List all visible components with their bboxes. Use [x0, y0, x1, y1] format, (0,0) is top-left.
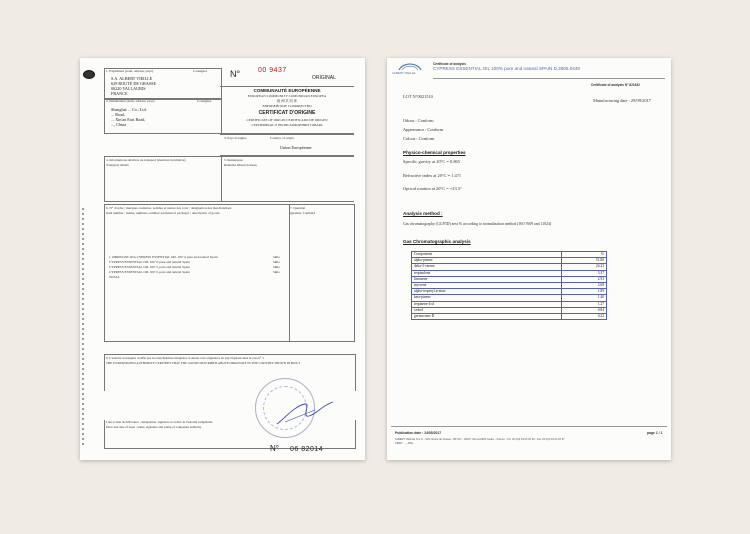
- footer-divider: [391, 426, 667, 427]
- component-percent: 1.89: [562, 289, 607, 295]
- certificate-of-analysis-page: [387, 58, 671, 460]
- footer-number: 06 82014: [290, 446, 324, 453]
- refractive-index: Refractive index at 20°C = 1.471: [403, 173, 462, 178]
- consignee-line-1: Shanghai ... Co., Ltd.: [111, 107, 147, 112]
- logo-text: ALBERT VIEILLE: [392, 71, 416, 75]
- goods-sublabel: Item number ; marks, numbers, number and kind of packages ; description of goods: [106, 211, 220, 215]
- consignee-label: 2. Destinataire (nom, adresse, pays): [106, 99, 155, 103]
- community-title-block: [220, 86, 354, 134]
- component-name: beta-pinene: [412, 295, 562, 301]
- goods-qty-3: 5kilo: [273, 265, 280, 269]
- goods-total: TOTAL: [109, 275, 120, 279]
- publication-date: Publication date : 24/05/2017: [395, 431, 442, 435]
- component-name: terpinolene: [412, 270, 562, 276]
- consignee-line-4: ..., China: [111, 122, 127, 127]
- component-percent: 0.84: [562, 307, 607, 313]
- odour: Odour : Conform: [403, 118, 434, 123]
- component-name: germacrene D: [412, 313, 562, 319]
- footer-number-label: N°: [270, 444, 279, 453]
- component-percent: 24.23: [562, 264, 607, 270]
- country-of-origin-label: 3. Pays d'origine: [224, 136, 247, 140]
- consignee-sublabel: Consignee: [197, 99, 212, 103]
- community-line-1: COMMUNAUTÉ EUROPÉENNE: [253, 88, 321, 93]
- community-line-4: ЕВРОПЕЙСКОЕ СООБЩЕСТВО: [262, 104, 312, 108]
- certification-box: [104, 354, 356, 391]
- component-percent: 2.68: [562, 282, 607, 288]
- coa-header-title: CYPRESS ESSENTIAL OIL 100% pure and natural SPAIN D.2805.0448: [433, 66, 580, 71]
- transport-sublabel: Transport details: [106, 163, 129, 167]
- component-percent: 2.93: [562, 276, 607, 282]
- certification-sublabel: THE UNDERSIGNED AUTHORITY CERTIFIES THAT THE GOODS DESCRIBED ABOVE ORIGINATE IN THE COUNTRY SHOWN IN BOX 3: [106, 361, 301, 365]
- certificate-number: 00 9437: [258, 67, 287, 74]
- original-label: ORIGINAL: [312, 75, 336, 81]
- quantity-sublabel: Quantity Cantidad: [290, 211, 315, 215]
- albert-vieille-logo-icon: [393, 60, 427, 78]
- consignee-line-3: ... Xin'an East Road,: [111, 117, 146, 122]
- consignor-label: 1. Expéditeur (nom, adresse, pays): [106, 69, 153, 73]
- consignee-line-2: ... Road,: [111, 112, 126, 117]
- component-percent: 3.37: [562, 270, 607, 276]
- issue-label: Lieu et date de délivrance ; désignation, signature et cachet de l'autorité compétente: [106, 420, 213, 424]
- consignor-line-1: S.A. ALBERT VIEILLE: [111, 76, 153, 81]
- goods-item-1: 1 1980001290 1DA CYPRESS ESSENTIAL OIL 100 % pure and natural Spain: [109, 255, 218, 259]
- percent-header: %: [562, 252, 607, 258]
- table-row: [412, 313, 607, 319]
- footer-company: ALBERT VIEILLE S.A.S. - 629, Route de Grasse - BP 217 - 06227 VALLAURIS Cedex - France - Tél. 33 (0)4 93 64 25 36 - Fax 33 (0)4 93 64 22 67: [395, 438, 565, 441]
- optical-rotation: Optical rotation at 20°C = +23.3°: [403, 186, 462, 191]
- country-of-origin-box: [220, 134, 354, 156]
- quantity-label: 7. Quantité: [290, 206, 306, 210]
- appearance: Appearance : Conform: [403, 127, 444, 132]
- goods-label: 6. N° d'ordre ; marques, numéros, nombre et nature des colis ; désignation des marchandises: [106, 206, 232, 210]
- component-percent: 1.27: [562, 301, 607, 307]
- component-name: limonene: [412, 276, 562, 282]
- lot-number: LOT N°0021510: [403, 94, 433, 99]
- header-divider: [433, 78, 665, 79]
- certificate-of-origin-page: [80, 58, 365, 460]
- certificate-number-label: N°: [230, 69, 241, 79]
- certificate-title: CERTIFICAT D'ORIGINE: [258, 110, 316, 116]
- community-line-3: 欧 洲 共 同 体: [276, 99, 298, 103]
- colour: Colour : Conform: [403, 136, 435, 141]
- goods-qty-1: 5kilo: [273, 255, 280, 259]
- certificate-title-2: CERTIFICATE OF ORIGIN CERTIFICADO DE ORIGEN: [246, 118, 328, 122]
- specific-gravity: Specific gravity at 20°C = 0.865: [403, 159, 460, 164]
- goods-description-box: [104, 204, 290, 342]
- component-percent: 0.22: [562, 313, 607, 319]
- consignor-line-2: 629 ROUTE DE GRASSE: [111, 81, 157, 86]
- remarks-box: [220, 156, 354, 202]
- component-name: delta-3-carene: [412, 264, 562, 270]
- component-name: alpha-terpenyl acetate: [412, 289, 562, 295]
- remarks-sublabel: Remarks Observaciones: [224, 163, 257, 167]
- coa-header-small: Certificate of analysis: [433, 62, 466, 66]
- page-indicator: page 1 / 1: [647, 431, 663, 435]
- community-line-2: EUROPEAN COMMUNITY COMUNIDAD EUROPEA: [247, 94, 327, 98]
- physico-chemical-title: Physico-chemical properties: [403, 150, 466, 155]
- remarks-label: 5. Remarques: [224, 158, 243, 162]
- analysis-method: Gas chromatography (GC/FID) area % according to normalization method (ISO 7609 and 11024): [403, 222, 552, 226]
- components-header: Components: [412, 252, 562, 258]
- component-percent: 51.86: [562, 258, 607, 264]
- analysis-method-title: Analysis method :: [403, 211, 443, 216]
- consignor-box: [104, 68, 222, 100]
- goods-qty-4: 5kilo: [273, 270, 280, 274]
- transport-label: 4. Informations relatives au transport (mention facultative): [106, 158, 186, 162]
- consignee-box: [104, 98, 222, 134]
- component-name: cedrol: [412, 307, 562, 313]
- gc-analysis-title: Gas Chromatographic analysis: [403, 239, 471, 244]
- components-table: [411, 251, 607, 320]
- consignor-sublabel: Consignor: [193, 69, 208, 73]
- signature-icon: [275, 398, 335, 428]
- certificate-title-3: СЕРТИФИКАТ О ПРОИСХОЖДЕНИИ ТОВАРА: [251, 123, 323, 127]
- goods-item-4: CYPRESS ESSENTIAL OIL 100 % pure and natural Spain: [109, 270, 190, 274]
- certification-label: 8. L'autorité soussignée certifie que les marchandises désignées ci-dessus sont originaires du pays figurant dans la case n° 3: [106, 356, 264, 360]
- chamber-logo-icon: [83, 70, 95, 79]
- quantity-box: [288, 204, 355, 342]
- manufacturing-date: Manufacturing date : 29/09/2017: [593, 98, 651, 103]
- issue-sublabel: Place and date of issue ; name, signature and stamp of competent authority: [106, 425, 202, 429]
- component-name: myrcene: [412, 282, 562, 288]
- component-name: alpha-pinene: [412, 258, 562, 264]
- goods-qty-2: 5kilo: [273, 260, 280, 264]
- consignor-line-3: 06220 VALLAURIS: [111, 86, 146, 91]
- country-of-origin-sublabel: Country of origin: [270, 136, 294, 140]
- component-percent: 1.40: [562, 295, 607, 301]
- country-of-origin-value: Union Européenne: [280, 145, 312, 150]
- coa-reference: Certificate of analysis N° 821632: [591, 83, 640, 87]
- goods-item-2: CYPRESS ESSENTIAL OIL 100 % pure and natural Spain: [109, 260, 190, 264]
- goods-item-3: CYPRESS ESSENTIAL OIL 100 % pure and natural Spain: [109, 265, 190, 269]
- component-name: terpinene-4-ol: [412, 301, 562, 307]
- consignor-line-4: FRANCE: [111, 91, 128, 96]
- transport-box: [104, 156, 222, 202]
- footer-line-2: SIRET ... - APE ...: [395, 442, 416, 445]
- side-security-band: [82, 208, 84, 448]
